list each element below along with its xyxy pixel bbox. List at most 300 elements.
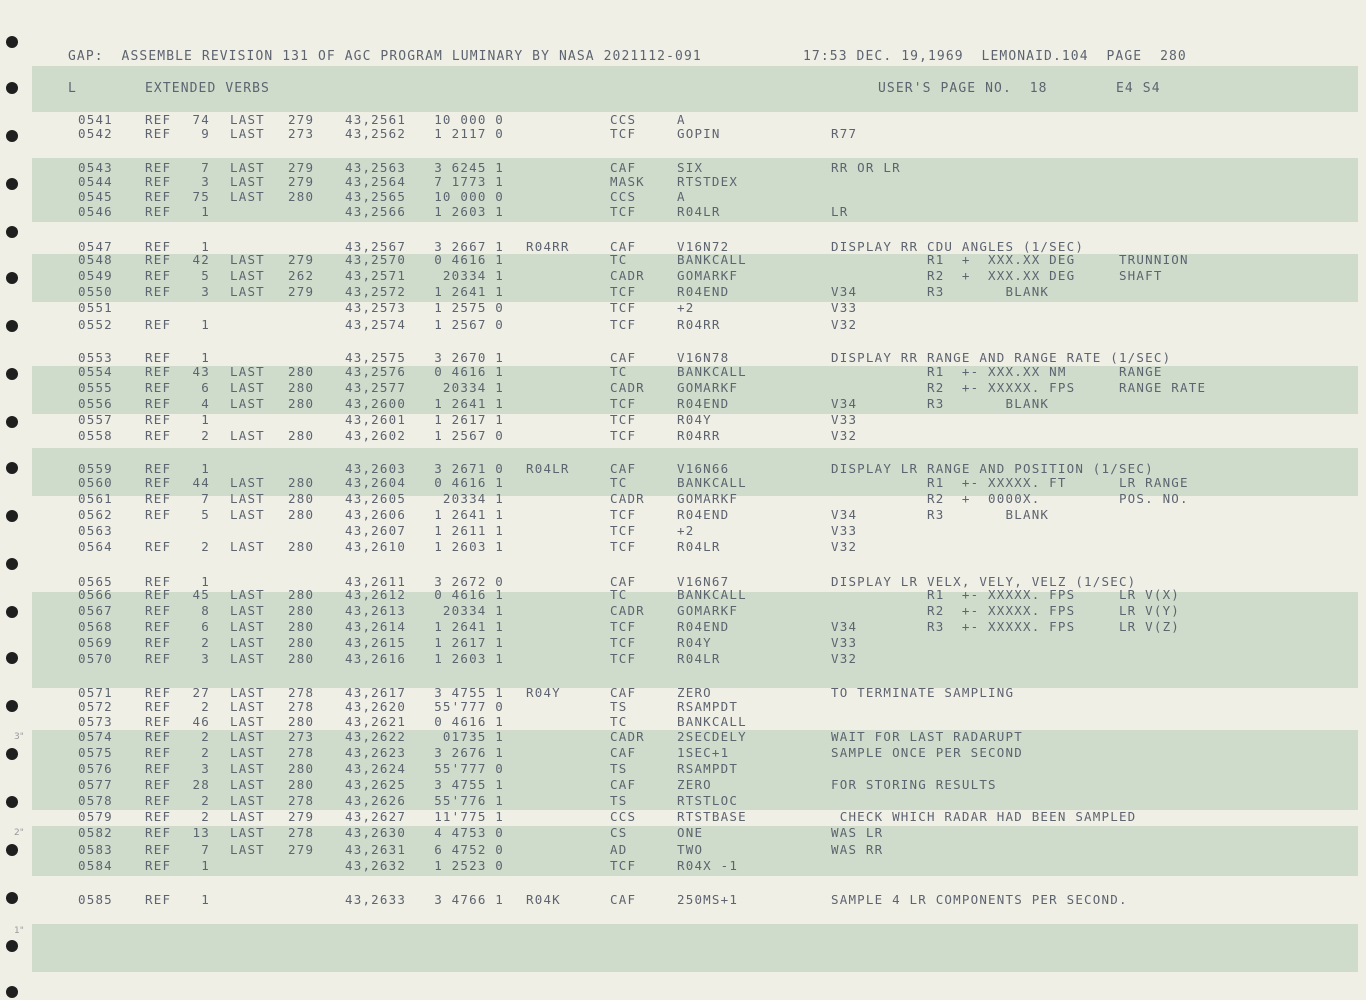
listing-cmt: R1 +- XXX.XX NM RANGE <box>831 364 1163 379</box>
listing-operand: A <box>677 189 686 204</box>
listing-lastn: 273 <box>288 126 315 141</box>
listing-lastn: 279 <box>288 160 315 175</box>
listing-op: TCF <box>610 396 637 411</box>
listing-val: 1 2603 1 <box>434 204 504 219</box>
listing-ref: REF <box>145 350 172 365</box>
listing-num: 0558 <box>78 428 113 443</box>
listing-ref: REF <box>145 268 172 283</box>
listing-addr: 43,2576 <box>345 364 407 379</box>
listing-last: LAST <box>230 842 265 857</box>
listing-op: TCF <box>610 412 637 427</box>
e4s4-code: E4 S4 <box>1116 81 1161 96</box>
listing-cmt: V34 R3 +- XXXXX. FPS LR V(Z) <box>831 619 1181 634</box>
listing-last: LAST <box>230 252 265 267</box>
listing-num: 0556 <box>78 396 113 411</box>
listing-last: LAST <box>230 714 265 729</box>
tractor-feed-hole <box>6 130 18 142</box>
listing-addr: 43,2626 <box>345 793 407 808</box>
listing-cmt: V33 <box>831 300 858 315</box>
listing-num: 0568 <box>78 619 113 634</box>
listing-last: LAST <box>230 777 265 792</box>
listing-operand: R04LR <box>677 539 721 554</box>
listing-refn: 2 <box>201 539 210 554</box>
listing-refn: 27 <box>192 685 210 700</box>
listing-cmt: WAS LR <box>831 825 884 840</box>
listing-val: 11'775 1 <box>434 809 504 824</box>
listing-addr: 43,2616 <box>345 651 407 666</box>
listing-val: 3 2672 0 <box>434 574 504 589</box>
listing-addr: 43,2601 <box>345 412 407 427</box>
listing-ref: REF <box>145 793 172 808</box>
listing-val: 1 2567 0 <box>434 317 504 332</box>
listing-refn: 3 <box>201 174 210 189</box>
listing-op: TCF <box>610 300 637 315</box>
listing-ref: REF <box>145 126 172 141</box>
listing-cmt: R2 + XXX.XX DEG SHAFT <box>831 268 1163 283</box>
listing-addr: 43,2623 <box>345 745 407 760</box>
listing-refn: 1 <box>201 574 210 589</box>
listing-num: 0551 <box>78 300 113 315</box>
listing-ref: REF <box>145 112 172 127</box>
listing-last: LAST <box>230 825 265 840</box>
listing-operand: GOPIN <box>677 126 721 141</box>
listing-cmt: LR <box>831 204 849 219</box>
listing-val: 10 000 0 <box>434 112 504 127</box>
listing-lastn: 279 <box>288 809 315 824</box>
listing-op: TS <box>610 699 628 714</box>
listing-operand: GOMARKF <box>677 603 739 618</box>
listing-operand: ZERO <box>677 685 712 700</box>
listing-refn: 3 <box>201 284 210 299</box>
listing-operand: R04LR <box>677 204 721 219</box>
listing-operand: RSAMPDT <box>677 761 739 776</box>
listing-operand: +2 <box>677 300 695 315</box>
listing-op: TCF <box>610 539 637 554</box>
listing-refn: 4 <box>201 396 210 411</box>
listing-refn: 2 <box>201 699 210 714</box>
listing-refn: 5 <box>201 268 210 283</box>
listing-cmt: R2 +- XXXXX. FPS RANGE RATE <box>831 380 1207 395</box>
listing-lastn: 280 <box>288 364 315 379</box>
listing-refn: 6 <box>201 380 210 395</box>
listing-op: CAF <box>610 892 637 907</box>
listing-refn: 28 <box>192 777 210 792</box>
listing-addr: 43,2570 <box>345 252 407 267</box>
listing-cmt: DISPLAY RR CDU ANGLES (1/SEC) <box>831 239 1085 254</box>
listing-op: CADR <box>610 380 645 395</box>
listing-cmt: V32 <box>831 539 858 554</box>
listing-lastn: 280 <box>288 777 315 792</box>
listing-ref: REF <box>145 380 172 395</box>
listing-num: 0578 <box>78 793 113 808</box>
listing-lastn: 278 <box>288 745 315 760</box>
listing-last: LAST <box>230 428 265 443</box>
listing-last: LAST <box>230 284 265 299</box>
listing-lastn: 280 <box>288 761 315 776</box>
listing-lastn: 280 <box>288 651 315 666</box>
listing-addr: 43,2617 <box>345 685 407 700</box>
tractor-feed-hole <box>6 178 18 190</box>
listing-op: TCF <box>610 126 637 141</box>
listing-addr: 43,2605 <box>345 491 407 506</box>
tractor-feed-hole <box>6 272 18 284</box>
column-l: L <box>68 81 77 96</box>
listing-lastn: 280 <box>288 189 315 204</box>
listing-refn: 8 <box>201 603 210 618</box>
listing-addr: 43,2606 <box>345 507 407 522</box>
listing-operand: V16N67 <box>677 574 730 589</box>
listing-op: CAF <box>610 574 637 589</box>
margin-mark: 1" <box>14 926 24 936</box>
listing-op: CADR <box>610 729 645 744</box>
listing-ref: REF <box>145 239 172 254</box>
tractor-feed-hole <box>6 892 18 904</box>
listing-addr: 43,2612 <box>345 587 407 602</box>
listing-last: LAST <box>230 761 265 776</box>
listing-cmt: TO TERMINATE SAMPLING <box>831 685 1015 700</box>
listing-refn: 1 <box>201 317 210 332</box>
listing-val: 1 2603 1 <box>434 651 504 666</box>
listing-val: 0 4616 1 <box>434 364 504 379</box>
listing-refn: 2 <box>201 428 210 443</box>
listing-lbl: R04Y <box>526 685 561 700</box>
listing-val: 1 2611 1 <box>434 523 504 538</box>
listing-ref: REF <box>145 174 172 189</box>
listing-last: LAST <box>230 539 265 554</box>
listing-val: 1 2523 0 <box>434 858 504 873</box>
listing-last: LAST <box>230 685 265 700</box>
listing-last: LAST <box>230 635 265 650</box>
listing-val: 10 000 0 <box>434 189 504 204</box>
listing-num: 0572 <box>78 699 113 714</box>
listing-val: 3 2676 1 <box>434 745 504 760</box>
listing-val: 1 2575 0 <box>434 300 504 315</box>
listing-addr: 43,2604 <box>345 475 407 490</box>
listing-addr: 43,2566 <box>345 204 407 219</box>
listing-ref: REF <box>145 892 172 907</box>
listing-operand: R04END <box>677 619 730 634</box>
paper-band <box>32 924 1358 972</box>
listing-cmt: V33 <box>831 635 858 650</box>
listing-last: LAST <box>230 651 265 666</box>
listing-lastn: 278 <box>288 699 315 714</box>
listing-num: 0574 <box>78 729 113 744</box>
listing-refn: 45 <box>192 587 210 602</box>
listing-last: LAST <box>230 603 265 618</box>
listing-ref: REF <box>145 745 172 760</box>
listing-op: TCF <box>610 858 637 873</box>
listing-cmt: R2 +- XXXXX. FPS LR V(Y) <box>831 603 1181 618</box>
listing-op: TCF <box>610 619 637 634</box>
listing-lastn: 280 <box>288 428 315 443</box>
listing-refn: 7 <box>201 160 210 175</box>
listing-op: TCF <box>610 317 637 332</box>
listing-op: CAF <box>610 350 637 365</box>
listing-val: 3 2671 0 <box>434 461 504 476</box>
listing-ref: REF <box>145 160 172 175</box>
listing-refn: 44 <box>192 475 210 490</box>
listing-val: 3 2670 1 <box>434 350 504 365</box>
listing-val: 55'777 0 <box>434 761 504 776</box>
listing-cmt: V33 <box>831 523 858 538</box>
listing-op: TCF <box>610 428 637 443</box>
listing-operand: V16N78 <box>677 350 730 365</box>
listing-operand: ZERO <box>677 777 712 792</box>
listing-num: 0550 <box>78 284 113 299</box>
listing-num: 0546 <box>78 204 113 219</box>
listing-op: CS <box>610 825 628 840</box>
listing-op: TC <box>610 714 628 729</box>
listing-lastn: 278 <box>288 825 315 840</box>
listing-cmt: V34 R3 BLANK <box>831 396 1050 411</box>
listing-lbl: R04K <box>526 892 561 907</box>
listing-refn: 2 <box>201 635 210 650</box>
listing-operand: GOMARKF <box>677 491 739 506</box>
listing-refn: 2 <box>201 793 210 808</box>
listing-refn: 3 <box>201 651 210 666</box>
listing-refn: 7 <box>201 491 210 506</box>
listing-addr: 43,2611 <box>345 574 407 589</box>
listing-val: 20334 1 <box>442 268 504 283</box>
listing-lastn: 278 <box>288 685 315 700</box>
listing-ref: REF <box>145 396 172 411</box>
listing-op: TCF <box>610 204 637 219</box>
listing-last: LAST <box>230 793 265 808</box>
listing-ref: REF <box>145 603 172 618</box>
listing-op: CCS <box>610 189 637 204</box>
listing-val: 3 2667 1 <box>434 239 504 254</box>
listing-op: CAF <box>610 239 637 254</box>
listing-addr: 43,2574 <box>345 317 407 332</box>
date-page-header: 17:53 DEC. 19,1969 LEMONAID.104 PAGE 280 <box>803 49 1187 64</box>
listing-num: 0545 <box>78 189 113 204</box>
listing-lastn: 280 <box>288 603 315 618</box>
listing-addr: 43,2565 <box>345 189 407 204</box>
listing-last: LAST <box>230 809 265 824</box>
listing-cmt: V34 R3 BLANK <box>831 284 1050 299</box>
listing-ref: REF <box>145 587 172 602</box>
listing-ref: REF <box>145 189 172 204</box>
listing-operand: V16N66 <box>677 461 730 476</box>
listing-last: LAST <box>230 491 265 506</box>
listing-val: 6 4752 0 <box>434 842 504 857</box>
listing-num: 0552 <box>78 317 113 332</box>
listing-op: TCF <box>610 651 637 666</box>
listing-cmt: WAIT FOR LAST RADARUPT <box>831 729 1023 744</box>
listing-ref: REF <box>145 574 172 589</box>
listing-operand: R04Y <box>677 412 712 427</box>
listing-addr: 43,2630 <box>345 825 407 840</box>
listing-num: 0542 <box>78 126 113 141</box>
listing-cmt: RR OR LR <box>831 160 901 175</box>
listing-num: 0547 <box>78 239 113 254</box>
listing-lastn: 280 <box>288 491 315 506</box>
listing-ref: REF <box>145 252 172 267</box>
listing-operand: BANKCALL <box>677 587 747 602</box>
listing-cmt: R2 + 0000X. POS. NO. <box>831 491 1189 506</box>
listing-val: 1 2617 1 <box>434 412 504 427</box>
listing-last: LAST <box>230 380 265 395</box>
listing-cmt: WAS RR <box>831 842 884 857</box>
listing-num: 0582 <box>78 825 113 840</box>
listing-op: TS <box>610 793 628 808</box>
listing-op: AD <box>610 842 628 857</box>
listing-last: LAST <box>230 174 265 189</box>
listing-val: 0 4616 1 <box>434 587 504 602</box>
listing-lastn: 280 <box>288 380 315 395</box>
listing-lastn: 280 <box>288 587 315 602</box>
listing-op: CCS <box>610 809 637 824</box>
section-title: EXTENDED VERBS <box>145 81 270 96</box>
listing-ref: REF <box>145 777 172 792</box>
listing-operand: R04X -1 <box>677 858 739 873</box>
listing-addr: 43,2572 <box>345 284 407 299</box>
listing-refn: 5 <box>201 507 210 522</box>
listing-operand: +2 <box>677 523 695 538</box>
tractor-feed-hole <box>6 558 18 570</box>
listing-lastn: 279 <box>288 112 315 127</box>
listing-ref: REF <box>145 491 172 506</box>
listing-cmt: V34 R3 BLANK <box>831 507 1050 522</box>
listing-val: 0 4616 1 <box>434 252 504 267</box>
listing-operand: R04RR <box>677 317 721 332</box>
listing-num: 0544 <box>78 174 113 189</box>
listing-cmt: SAMPLE 4 LR COMPONENTS PER SECOND. <box>831 892 1128 907</box>
listing-num: 0555 <box>78 380 113 395</box>
listing-addr: 43,2627 <box>345 809 407 824</box>
tractor-feed-hole <box>6 416 18 428</box>
listing-lastn: 280 <box>288 714 315 729</box>
listing-val: 20334 1 <box>442 380 504 395</box>
listing-num: 0573 <box>78 714 113 729</box>
listing-num: 0543 <box>78 160 113 175</box>
listing-num: 0570 <box>78 651 113 666</box>
listing-addr: 43,2622 <box>345 729 407 744</box>
listing-num: 0559 <box>78 461 113 476</box>
listing-op: TC <box>610 364 628 379</box>
listing-last: LAST <box>230 268 265 283</box>
listing-op: MASK <box>610 174 645 189</box>
listing-num: 0585 <box>78 892 113 907</box>
listing-val: 1 2641 1 <box>434 507 504 522</box>
listing-last: LAST <box>230 507 265 522</box>
listing-lbl: R04RR <box>526 239 570 254</box>
listing-ref: REF <box>145 364 172 379</box>
listing-ref: REF <box>145 761 172 776</box>
listing-operand: BANKCALL <box>677 364 747 379</box>
listing-ref: REF <box>145 699 172 714</box>
listing-last: LAST <box>230 587 265 602</box>
listing-cmt: V33 <box>831 412 858 427</box>
listing-ref: REF <box>145 809 172 824</box>
listing-ref: REF <box>145 825 172 840</box>
listing-addr: 43,2600 <box>345 396 407 411</box>
listing-op: CAF <box>610 745 637 760</box>
listing-refn: 43 <box>192 364 210 379</box>
listing-op: CAF <box>610 461 637 476</box>
listing-num: 0575 <box>78 745 113 760</box>
listing-val: 1 2117 0 <box>434 126 504 141</box>
listing-op: CAF <box>610 160 637 175</box>
listing-val: 1 2641 1 <box>434 396 504 411</box>
listing-cmt: SAMPLE ONCE PER SECOND <box>831 745 1023 760</box>
listing-addr: 43,2620 <box>345 699 407 714</box>
listing-last: LAST <box>230 396 265 411</box>
listing-operand: RTSTDEX <box>677 174 739 189</box>
listing-operand: RTSTBASE <box>677 809 747 824</box>
listing-lastn: 280 <box>288 619 315 634</box>
listing-addr: 43,2563 <box>345 160 407 175</box>
listing-lastn: 278 <box>288 793 315 808</box>
tractor-feed-hole <box>6 368 18 380</box>
listing-addr: 43,2613 <box>345 603 407 618</box>
listing-last: LAST <box>230 126 265 141</box>
listing-op: TCF <box>610 284 637 299</box>
listing-addr: 43,2631 <box>345 842 407 857</box>
listing-last: LAST <box>230 619 265 634</box>
listing-cmt: CHECK WHICH RADAR HAD BEEN SAMPLED <box>831 809 1137 824</box>
listing-num: 0566 <box>78 587 113 602</box>
listing-addr: 43,2624 <box>345 761 407 776</box>
listing-op: TC <box>610 587 628 602</box>
listing-num: 0577 <box>78 777 113 792</box>
listing-addr: 43,2567 <box>345 239 407 254</box>
listing-addr: 43,2625 <box>345 777 407 792</box>
listing-val: 0 4616 1 <box>434 714 504 729</box>
listing-addr: 43,2573 <box>345 300 407 315</box>
listing-val: 7 1773 1 <box>434 174 504 189</box>
listing-addr: 43,2602 <box>345 428 407 443</box>
listing-refn: 75 <box>192 189 210 204</box>
listing-num: 0549 <box>78 268 113 283</box>
listing-ref: REF <box>145 428 172 443</box>
listing-operand: RSAMPDT <box>677 699 739 714</box>
listing-operand: ONE <box>677 825 704 840</box>
tractor-feed-hole <box>6 940 18 952</box>
listing-ref: REF <box>145 714 172 729</box>
listing-ref: REF <box>145 635 172 650</box>
listing-refn: 46 <box>192 714 210 729</box>
listing-addr: 43,2603 <box>345 461 407 476</box>
listing-val: 1 2567 0 <box>434 428 504 443</box>
listing-num: 0583 <box>78 842 113 857</box>
listing-operand: BANKCALL <box>677 475 747 490</box>
listing-ref: REF <box>145 729 172 744</box>
listing-refn: 1 <box>201 858 210 873</box>
listing-refn: 2 <box>201 809 210 824</box>
listing-ref: REF <box>145 651 172 666</box>
listing-refn: 1 <box>201 204 210 219</box>
listing-num: 0579 <box>78 809 113 824</box>
listing-last: LAST <box>230 699 265 714</box>
listing-lastn: 279 <box>288 284 315 299</box>
listing-cmt: R1 +- XXXXX. FPS LR V(X) <box>831 587 1181 602</box>
listing-operand: BANKCALL <box>677 714 747 729</box>
tractor-feed-hole <box>6 748 18 760</box>
listing-lastn: 280 <box>288 539 315 554</box>
listing-op: TS <box>610 761 628 776</box>
listing-op: CAF <box>610 685 637 700</box>
listing-operand: R04END <box>677 284 730 299</box>
listing-cmt: V32 <box>831 651 858 666</box>
listing-val: 20334 1 <box>442 603 504 618</box>
listing-lastn: 280 <box>288 635 315 650</box>
tractor-feed-hole <box>6 796 18 808</box>
listing-ref: REF <box>145 475 172 490</box>
listing-refn: 7 <box>201 842 210 857</box>
listing-refn: 74 <box>192 112 210 127</box>
listing-op: TCF <box>610 635 637 650</box>
